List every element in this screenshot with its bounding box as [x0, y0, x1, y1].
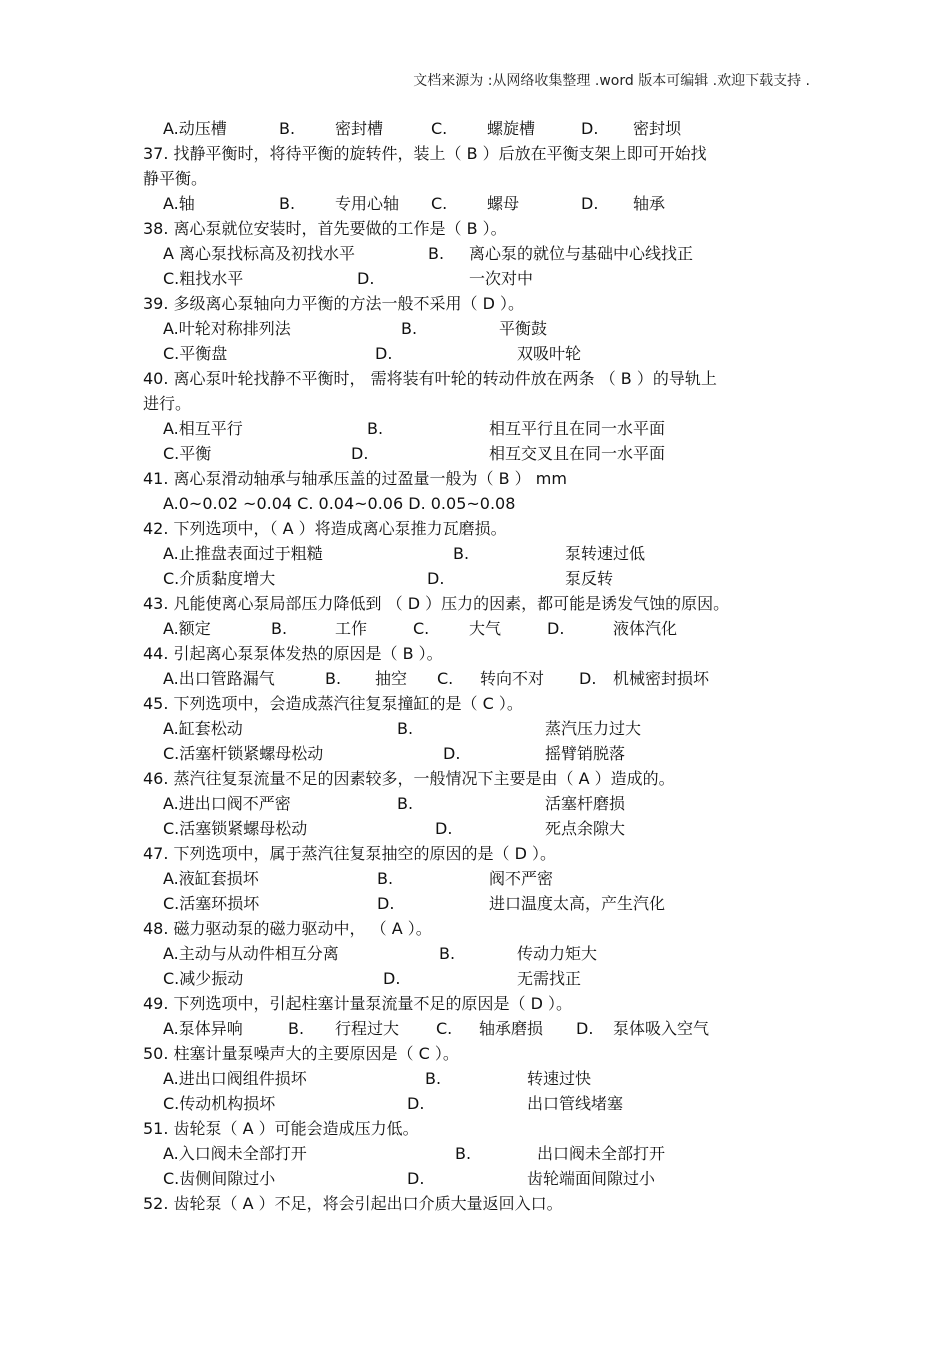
- option-text: D.: [407, 1094, 425, 1113]
- option-text: 平衡鼓: [499, 319, 548, 338]
- question-line: 37. 找静平衡时，将待平衡的旋转件，装上（ B ）后放在平衡支架上即可开始找: [143, 144, 707, 163]
- option-text: A.轴: [163, 194, 195, 213]
- question-line: 50. 柱塞计量泵噪声大的主要原因是（ C ）。: [143, 1044, 459, 1063]
- option-text: B.: [279, 119, 296, 138]
- option-line: [143, 541, 813, 566]
- option-text: D.: [581, 119, 599, 138]
- option-line: [143, 416, 813, 441]
- option-text: C.齿侧间隙过小: [163, 1169, 276, 1188]
- option-text: A.相互平行: [163, 419, 243, 438]
- question-line: 47. 下列选项中，属于蒸汽往复泵抽空的原因的是（ D ）。: [143, 844, 557, 863]
- option-line: [143, 866, 813, 891]
- option-text: C.活塞杆锁紧螺母松动: [163, 744, 324, 763]
- option-text: A.进出口阀不严密: [163, 794, 291, 813]
- option-text: 齿轮端面间隙过小: [527, 1169, 656, 1188]
- option-text: 摇臂销脱落: [545, 744, 626, 763]
- option-line: [143, 741, 813, 766]
- option-text: B.: [428, 244, 445, 263]
- option-text: C.: [436, 1019, 453, 1038]
- option-text: 专用心轴: [335, 194, 400, 213]
- option-text: 泵体吸入空气: [613, 1019, 710, 1038]
- option-text: 密封坝: [633, 119, 682, 138]
- option-text: D.: [377, 894, 395, 913]
- option-text: C.传动机构损坏: [163, 1094, 276, 1113]
- option-text: 轴承: [633, 194, 666, 213]
- option-line: [143, 1091, 813, 1116]
- option-text: 进口温度太高，产生汽化: [489, 894, 666, 913]
- option-text: D.: [579, 669, 597, 688]
- option-line: [143, 1166, 813, 1191]
- option-line: [143, 816, 813, 841]
- question-line: 41. 离心泵滑动轴承与轴承压盖的过盈量一般为（ B ） mm: [143, 469, 567, 488]
- option-text: 大气: [469, 619, 502, 638]
- option-text: C.: [431, 194, 448, 213]
- option-text: 转速过快: [527, 1069, 592, 1088]
- question-line: 51. 齿轮泵（ A ）可能会造成压力低。: [143, 1119, 419, 1138]
- option-text: A.泵体异响: [163, 1019, 243, 1038]
- option-text: D.: [443, 744, 461, 763]
- option-text: B.: [455, 1144, 472, 1163]
- option-text: B.: [271, 619, 288, 638]
- option-line: [143, 1016, 813, 1041]
- option-text: 螺母: [487, 194, 520, 213]
- option-text: D.: [581, 194, 599, 213]
- option-text: 密封槽: [335, 119, 384, 138]
- option-text: 行程过大: [335, 1019, 400, 1038]
- option-text: 螺旋槽: [487, 119, 536, 138]
- page-header: 文档来源为 :从网络收集整理 .word 版本可编辑 .欢迎下载支持 .: [413, 73, 810, 89]
- question-line: 40. 离心泵叶轮找静不平衡时， 需将装有叶轮的转动件放在两条 （ B ）的导轨上: [143, 369, 717, 388]
- option-text: A.入口阀未全部打开: [163, 1144, 307, 1163]
- option-text: A 离心泵找标高及初找水平: [163, 244, 356, 263]
- option-text: D.: [576, 1019, 594, 1038]
- option-text: A.液缸套损坏: [163, 869, 259, 888]
- option-text: D.: [383, 969, 401, 988]
- option-line: [143, 191, 813, 216]
- option-text: C.: [413, 619, 430, 638]
- option-text: B.: [453, 544, 470, 563]
- question-line: 45. 下列选项中，会造成蒸汽往复泵撞缸的是（ C ）。: [143, 694, 523, 713]
- question-line: 进行。: [143, 394, 192, 413]
- option-line: [143, 441, 813, 466]
- option-text: 死点余隙大: [545, 819, 626, 838]
- option-text: 双吸叶轮: [517, 344, 582, 363]
- option-text: C.活塞锁紧螺母松动: [163, 819, 308, 838]
- question-line: 46. 蒸汽往复泵流量不足的因素较多，一般情况下主要是由（ A ）造成的。: [143, 769, 675, 788]
- option-text: D.: [375, 344, 393, 363]
- option-text: 活塞杆磨损: [545, 794, 626, 813]
- option-text: 工作: [335, 619, 368, 638]
- option-text: 轴承磨损: [479, 1019, 544, 1038]
- option-text: 转向不对: [480, 669, 545, 688]
- option-text: 蒸汽压力过大: [545, 719, 642, 738]
- option-text: B.: [439, 944, 456, 963]
- option-text: A.止推盘表面过于粗糙: [163, 544, 323, 563]
- option-text: 传动力矩大: [517, 944, 598, 963]
- question-line: 44. 引起离心泵泵体发热的原因是（ B ）。: [143, 644, 443, 663]
- option-text: B.: [401, 319, 418, 338]
- option-text: B.: [377, 869, 394, 888]
- option-text: B.: [367, 419, 384, 438]
- option-line: [143, 316, 813, 341]
- option-text: 出口阀未全部打开: [537, 1144, 666, 1163]
- question-line: 38. 离心泵就位安装时，首先要做的工作是（ B ）。: [143, 219, 507, 238]
- option-text: 机械密封损坏: [613, 669, 710, 688]
- option-text: 一次对中: [469, 269, 534, 288]
- question-line: 43. 凡能使离心泵局部压力降低到 （ D ）压力的因素，都可能是诱发气蚀的原因。: [143, 594, 730, 613]
- option-text: B.: [279, 194, 296, 213]
- option-text: 相互交叉且在同一水平面: [489, 444, 666, 463]
- option-line: [143, 716, 813, 741]
- question-line: 48. 磁力驱动泵的磁力驱动中， （ A ）。: [143, 919, 432, 938]
- option-text: A.进出口阀组件损坏: [163, 1069, 307, 1088]
- option-line: [143, 666, 813, 691]
- option-line: [143, 566, 813, 591]
- option-line: [143, 616, 813, 641]
- option-text: D.: [547, 619, 565, 638]
- option-text: C.粗找水平: [163, 269, 244, 288]
- option-text: C.: [437, 669, 454, 688]
- option-text: B.: [325, 669, 342, 688]
- option-text: B.: [397, 794, 414, 813]
- question-line: 52. 齿轮泵（ A ）不足，将会引起出口介质大量返回入口。: [143, 1194, 563, 1213]
- option-line: [143, 341, 813, 366]
- option-text: D.: [357, 269, 375, 288]
- option-text: B.: [425, 1069, 442, 1088]
- question-line: 49. 下列选项中，引起柱塞计量泵流量不足的原因是（ D ）。: [143, 994, 573, 1013]
- option-line: [143, 891, 813, 916]
- option-text: C.: [431, 119, 448, 138]
- option-text: A.动压槽: [163, 119, 227, 138]
- option-text: A.缸套松动: [163, 719, 243, 738]
- option-line: [143, 966, 813, 991]
- option-text: C.减少振动: [163, 969, 244, 988]
- question-line: 42. 下列选项中，（ A ）将造成离心泵推力瓦磨损。: [143, 519, 507, 538]
- option-text: 液体汽化: [613, 619, 678, 638]
- question-line: 39. 多级离心泵轴向力平衡的方法一般不采用（ D ）。: [143, 294, 525, 313]
- option-text: A.叶轮对称排列法: [163, 319, 291, 338]
- option-text: C.介质黏度增大: [163, 569, 276, 588]
- option-line: [143, 1066, 813, 1091]
- option-line: A.0~0.02 ~0.04 C. 0.04~0.06 D. 0.05~0.08: [163, 494, 516, 513]
- option-text: A.额定: [163, 619, 211, 638]
- option-line: [143, 941, 813, 966]
- option-line: [143, 116, 813, 141]
- option-text: 无需找正: [517, 969, 582, 988]
- option-text: 相互平行且在同一水平面: [489, 419, 666, 438]
- option-text: B.: [288, 1019, 305, 1038]
- option-text: 泵转速过低: [565, 544, 646, 563]
- option-text: C.平衡盘: [163, 344, 228, 363]
- option-text: B.: [397, 719, 414, 738]
- option-text: C.平衡: [163, 444, 212, 463]
- option-text: D.: [435, 819, 453, 838]
- option-text: 抽空: [375, 669, 408, 688]
- option-text: C.活塞环损坏: [163, 894, 260, 913]
- option-text: A.出口管路漏气: [163, 669, 275, 688]
- option-line: [143, 791, 813, 816]
- option-line: [143, 241, 813, 266]
- option-text: 出口管线堵塞: [527, 1094, 624, 1113]
- option-text: D.: [427, 569, 445, 588]
- option-text: 离心泵的就位与基础中心线找正: [469, 244, 694, 263]
- option-text: 泵反转: [565, 569, 614, 588]
- option-text: A.主动与从动件相互分离: [163, 944, 339, 963]
- option-text: D.: [351, 444, 369, 463]
- option-text: D.: [407, 1169, 425, 1188]
- option-line: [143, 266, 813, 291]
- option-line: [143, 1141, 813, 1166]
- question-line: 静平衡。: [143, 169, 208, 188]
- option-text: 阀不严密: [489, 869, 554, 888]
- document-body: [143, 116, 813, 1216]
